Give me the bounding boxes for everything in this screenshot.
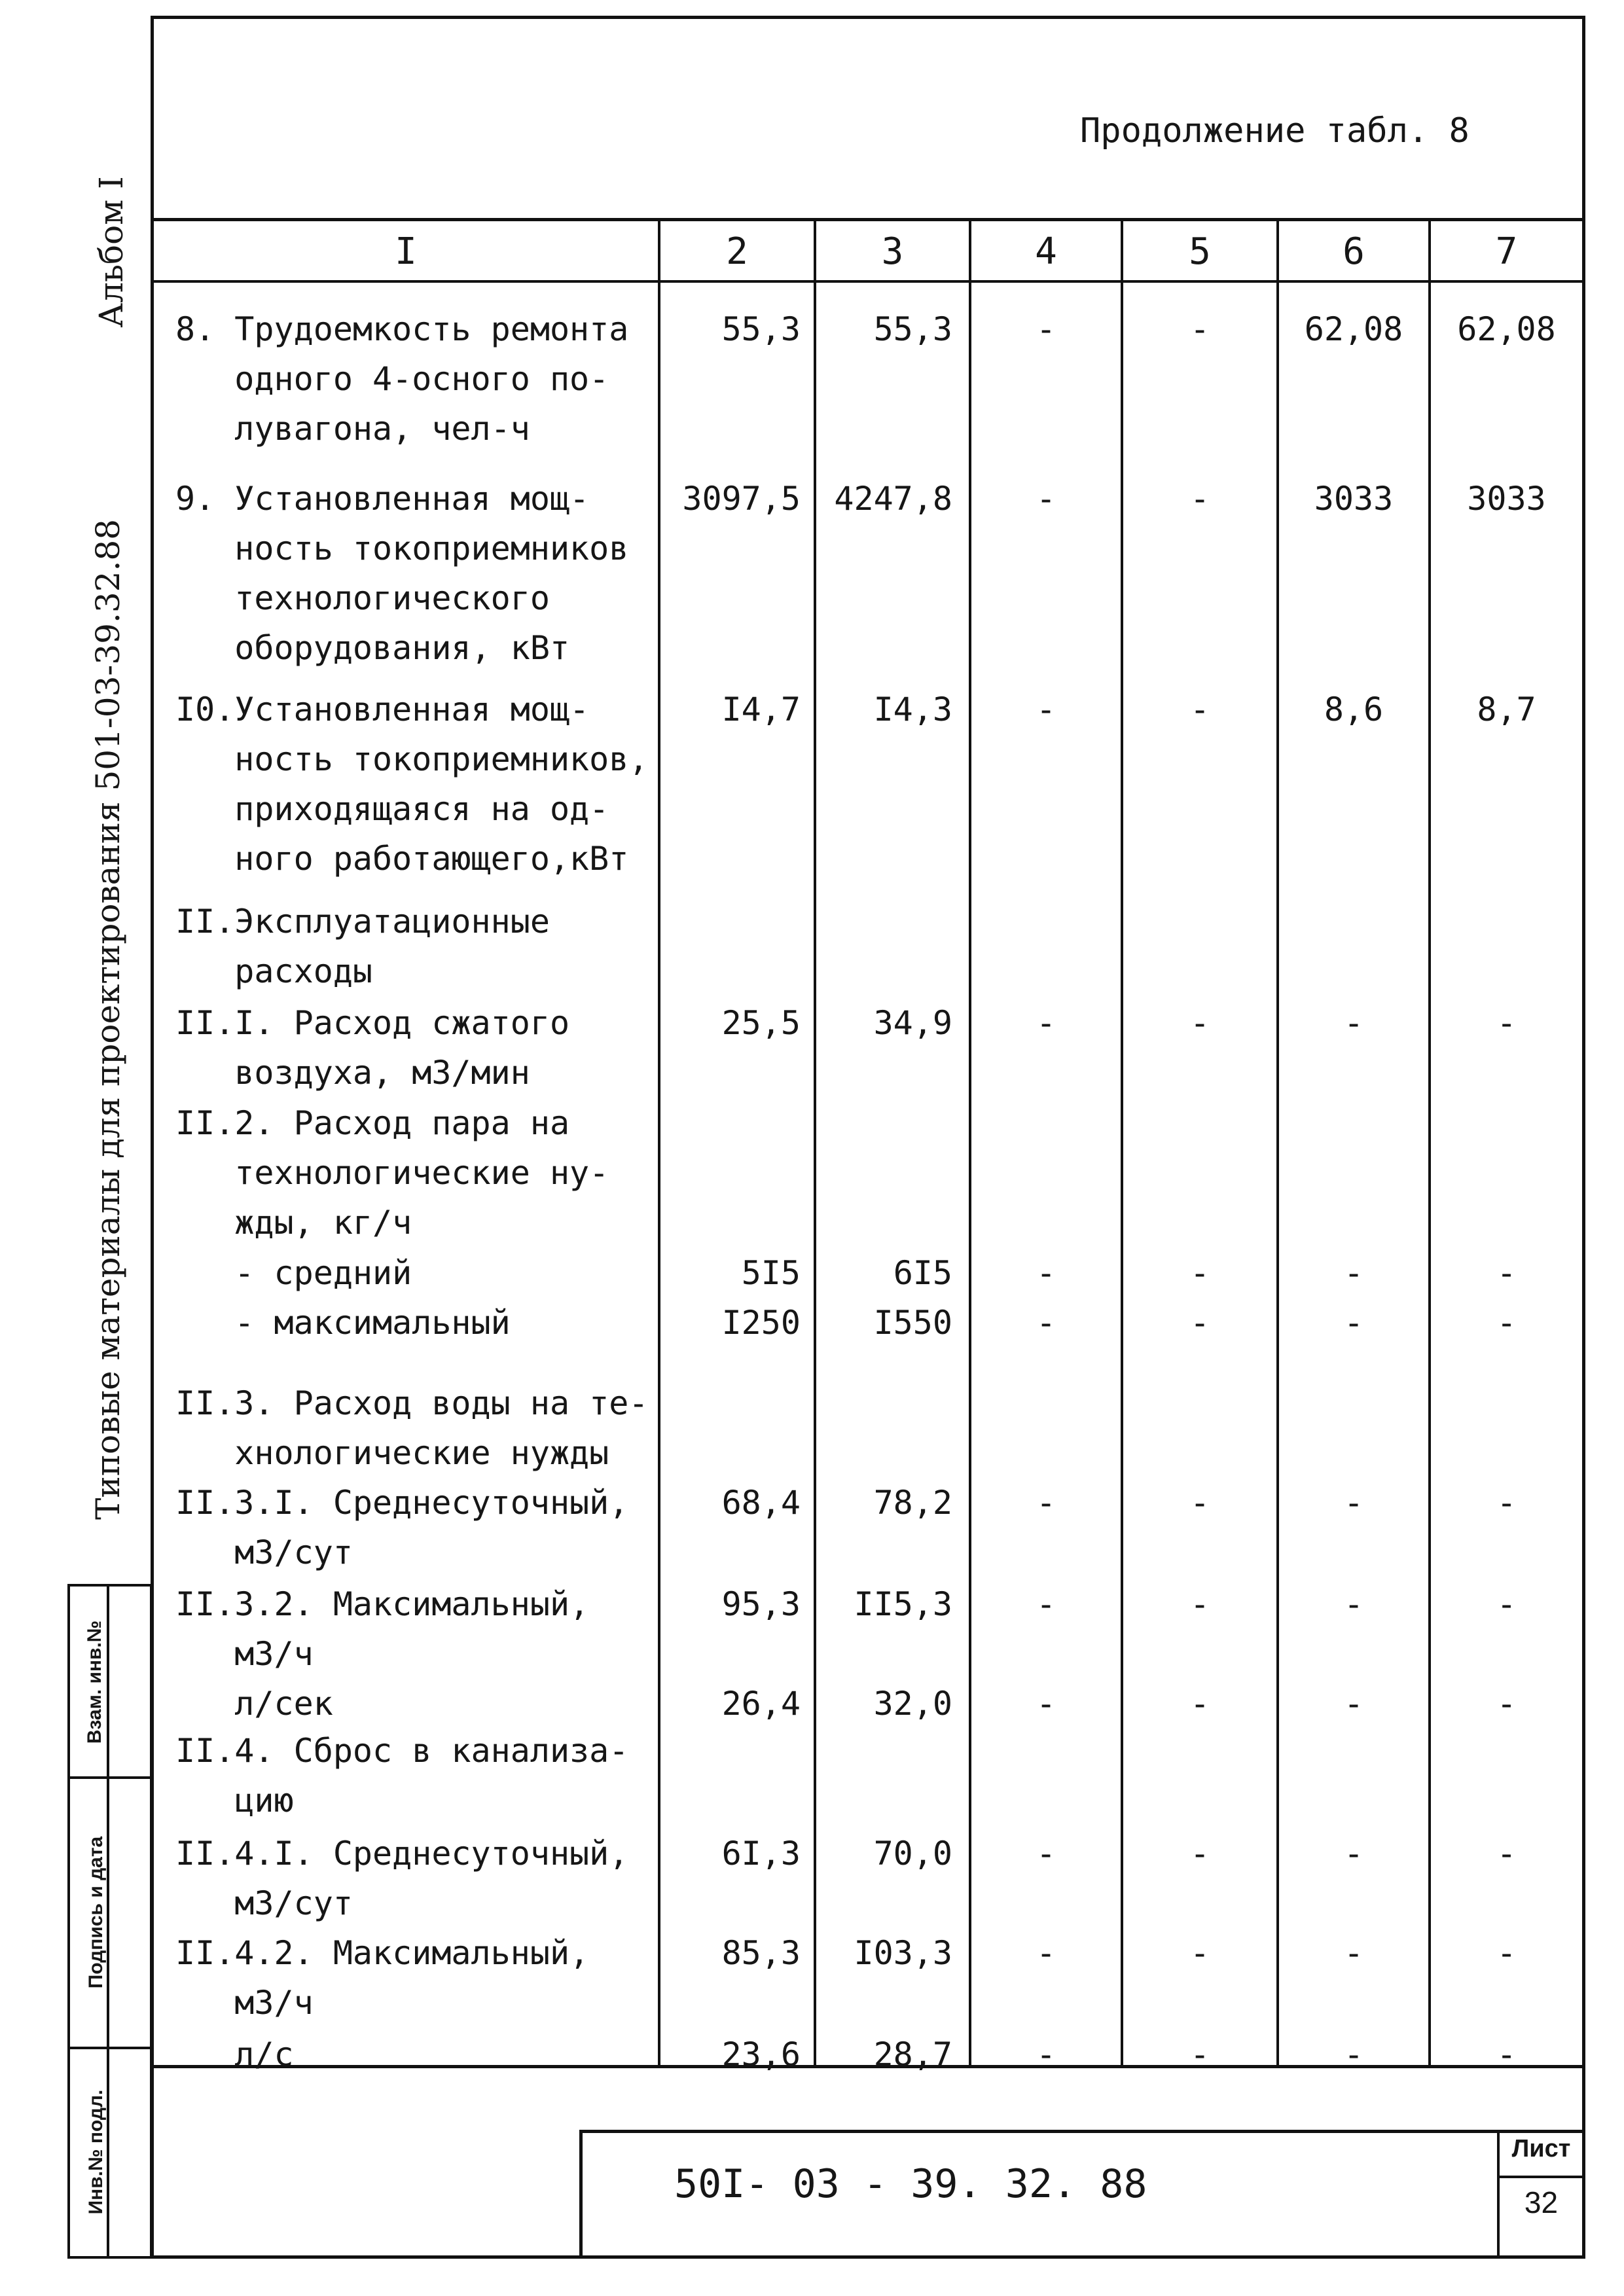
cell-col-7: - (1496, 1484, 1517, 1522)
sheet-label: Лист (1511, 2135, 1571, 2162)
col-header-1: I (395, 230, 417, 273)
row-label: II.4. Сброс в канализа- цию (175, 1732, 629, 1820)
cell-col-7: - (1496, 2036, 1517, 2073)
series-label: Типовые материалы для проектирования 501-03-39.32.88 (89, 519, 127, 1520)
cell-col-7: - (1496, 1254, 1517, 1292)
cell-col-3: 28,7 (873, 2036, 952, 2073)
row-label: 9. Установленная мощ- ность токоприемников технологического оборудования, кВт (175, 480, 629, 667)
stamp-sign-label: Подпись и дата (85, 1836, 107, 1989)
cell-col-4: - (1036, 1835, 1056, 1873)
cell-col-3: I4,3 (873, 691, 952, 728)
cell-col-5: - (1189, 2036, 1210, 2073)
row-label: II.3. Расход воды на те- хнологические нужды (175, 1384, 649, 1472)
row-label: II.3.I. Среднесуточный, м3/сут (175, 1484, 629, 1571)
row-label: - средний (175, 1254, 412, 1292)
cell-col-5: - (1189, 1304, 1210, 1342)
cell-col-7: - (1496, 1304, 1517, 1342)
stamp-inv-label: Инв.№ подл. (85, 2089, 107, 2215)
row-label: II.4.I. Среднесуточный, м3/сут (175, 1835, 629, 1922)
frame-top (151, 16, 1585, 19)
cell-col-4: - (1036, 1304, 1056, 1342)
cell-col-7: 8,7 (1477, 691, 1536, 728)
titleblock-left (579, 2130, 583, 2259)
album-label: Альбом I (92, 176, 130, 328)
col-header-4: 4 (1035, 230, 1057, 273)
cell-col-5: - (1189, 1835, 1210, 1873)
cell-col-5: - (1189, 1484, 1210, 1522)
col-header-3: 3 (881, 230, 904, 273)
cell-col-6: - (1343, 1585, 1364, 1623)
cell-col-4: - (1036, 480, 1056, 518)
cell-col-2: I250 (721, 1304, 801, 1342)
frame-bottom (151, 2255, 1585, 2259)
cell-col-3: I550 (873, 1304, 952, 1342)
col-header-7: 7 (1495, 230, 1518, 273)
row-label: II.Эксплуатационные расходы (175, 903, 550, 990)
cell-col-2: I4,7 (721, 691, 801, 728)
cell-col-2: 3097,5 (682, 480, 801, 518)
cell-col-4: - (1036, 1585, 1056, 1623)
titleblock-top (579, 2130, 1585, 2133)
col-header-2: 2 (726, 230, 748, 273)
doc-code: 50I- 03 - 39. 32. 88 (674, 2161, 1147, 2207)
header-rule-bottom (151, 280, 1585, 283)
row-label: л/с (175, 2036, 294, 2073)
cell-col-6: - (1343, 1835, 1364, 1873)
cell-col-5: - (1189, 1004, 1210, 1042)
cell-col-3: 70,0 (873, 1835, 952, 1873)
row-label: - максимальный (175, 1304, 511, 1342)
cell-col-7: 3033 (1467, 480, 1546, 518)
cell-col-7: - (1496, 1585, 1517, 1623)
cell-col-6: - (1343, 1685, 1364, 1723)
cell-col-3: 4247,8 (834, 480, 952, 518)
cell-col-5: - (1189, 1254, 1210, 1292)
cell-col-3: 32,0 (873, 1685, 952, 1723)
cell-col-6: - (1343, 1004, 1364, 1042)
col-header-6: 6 (1343, 230, 1365, 273)
cell-col-2: 23,6 (721, 2036, 801, 2073)
cell-col-6: - (1343, 2036, 1364, 2073)
cell-col-4: - (1036, 1934, 1056, 1972)
cell-col-3: 55,3 (873, 310, 952, 348)
cell-col-2: 55,3 (721, 310, 801, 348)
cell-col-5: - (1189, 1934, 1210, 1972)
cell-col-3: 34,9 (873, 1004, 952, 1042)
cell-col-2: 26,4 (721, 1685, 801, 1723)
cell-col-2: 6I,3 (721, 1835, 801, 1873)
row-label: II.I. Расход сжатого воздуха, м3/мин (175, 1004, 570, 1092)
sheet-box-divider (1497, 2176, 1585, 2178)
row-label: II.2. Расход пара на технологические ну- жды, кг/ч (175, 1104, 609, 1242)
continuation-caption: Продолжение табл. 8 (1080, 111, 1470, 151)
cell-col-7: - (1496, 1835, 1517, 1873)
cell-col-2: 85,3 (721, 1934, 801, 1972)
cell-col-6: 62,08 (1304, 310, 1403, 348)
cell-col-6: - (1343, 1254, 1364, 1292)
cell-col-4: - (1036, 310, 1056, 348)
cell-col-6: - (1343, 1934, 1364, 1972)
cell-col-5: - (1189, 480, 1210, 518)
cell-col-3: I03,3 (854, 1934, 952, 1972)
cell-col-3: II5,3 (854, 1585, 952, 1623)
cell-col-4: - (1036, 1004, 1056, 1042)
stamp-box-vzam (67, 1584, 153, 1779)
cell-col-6: 3033 (1314, 480, 1394, 518)
cell-col-3: 78,2 (873, 1484, 952, 1522)
row-label: II.4.2. Максимальный, м3/ч (175, 1934, 590, 2022)
cell-col-2: 68,4 (721, 1484, 801, 1522)
cell-col-4: - (1036, 1685, 1056, 1723)
cell-col-2: 25,5 (721, 1004, 801, 1042)
header-rule-top (151, 218, 1585, 221)
cell-col-5: - (1189, 691, 1210, 728)
col-header-5: 5 (1189, 230, 1211, 273)
row-label: I0.Установленная мощ- ность токоприемников, приходящаяся на од- ного работающего,кВт (175, 691, 649, 878)
cell-col-7: - (1496, 1004, 1517, 1042)
row-label: 8. Трудоемкость ремонта одного 4-осного по- лувагона, чел-ч (175, 310, 629, 448)
cell-col-4: - (1036, 2036, 1056, 2073)
sheet-box-left (1497, 2130, 1500, 2259)
cell-col-4: - (1036, 1254, 1056, 1292)
cell-col-7: - (1496, 1685, 1517, 1723)
cell-col-5: - (1189, 1685, 1210, 1723)
cell-col-2: 95,3 (721, 1585, 801, 1623)
cell-col-7: 62,08 (1457, 310, 1556, 348)
cell-col-4: - (1036, 1484, 1056, 1522)
cell-col-6: 8,6 (1324, 691, 1384, 728)
cell-col-4: - (1036, 691, 1056, 728)
cell-col-3: 6I5 (893, 1254, 952, 1292)
cell-col-6: - (1343, 1304, 1364, 1342)
cell-col-2: 5I5 (741, 1254, 801, 1292)
cell-col-6: - (1343, 1484, 1364, 1522)
frame-right (1582, 16, 1585, 2258)
sheet-number: 32 (1524, 2185, 1559, 2219)
row-label: II.3.2. Максимальный, м3/ч (175, 1585, 590, 1673)
row-label: л/сек (175, 1685, 333, 1723)
stamp-vzam-label: Взам. инв.№ (84, 1620, 105, 1744)
cell-col-5: - (1189, 310, 1210, 348)
cell-col-7: - (1496, 1934, 1517, 1972)
cell-col-5: - (1189, 1585, 1210, 1623)
